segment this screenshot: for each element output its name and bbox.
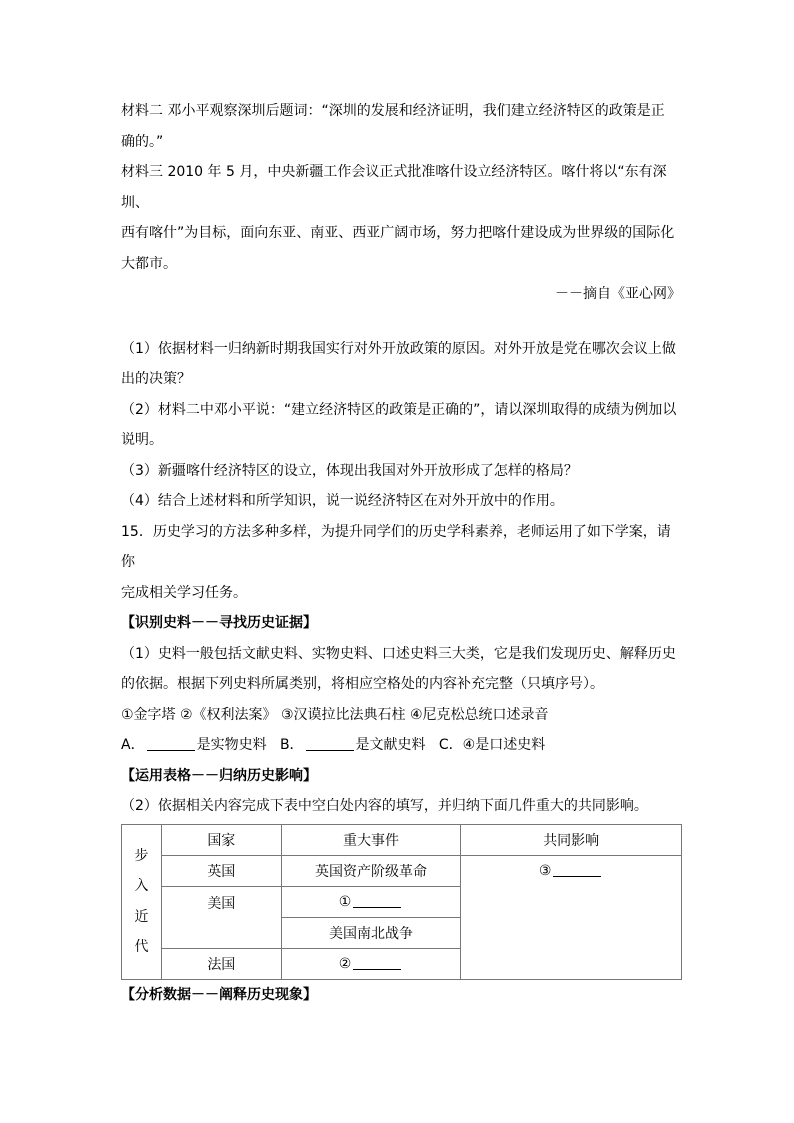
question4: （4）结合上述材料和所学知识，说一说经济特区在对外开放中的作用。 <box>121 493 564 509</box>
question3: （3）新疆喀什经济特区的设立，体现出我国对外开放形成了怎样的格局？ <box>121 462 578 479</box>
question2-line2: 说明。 <box>121 432 163 448</box>
material2-line2: 确的。” <box>121 133 164 150</box>
impact-cell: ③ <box>461 855 682 979</box>
country-france: 法国 <box>161 948 281 979</box>
country-uk: 英国 <box>161 855 281 886</box>
question2-line1: （2）材料二中邓小平说：“建立经济特区的政策是正确的”，请以深圳取得的成绩为例加以 <box>121 401 677 418</box>
event-uk: 英国资产阶级革命 <box>281 855 461 886</box>
question15-line2: 完成相关学习任务。 <box>121 584 247 601</box>
header-event: 重大事件 <box>281 824 461 855</box>
section-heading-table: 【运用表格－－归纳历史影响】 <box>121 767 317 784</box>
material3-line1: 材料三 2010 年 5 月，中央新疆工作会议正式批准喀什设立经济特区。喀什将以“东有深圳、 <box>121 164 667 211</box>
task1-line2: 的依据。根据下列史料所属类别，将相应空格处的内容补充完整（只填序号）。 <box>121 676 604 692</box>
history-table <box>121 824 682 980</box>
event-us-1: ① <box>281 886 461 917</box>
material3-line2: 西有喀什”为目标，面向东亚、南亚、西亚广阔市场，努力把喀什建设成为世界级的国际化 <box>121 225 675 241</box>
header-country: 国家 <box>161 824 281 855</box>
event-france: ② <box>281 948 461 979</box>
answer-a-prefix: A． <box>121 737 145 753</box>
section-heading-data: 【分析数据－－阐释历史现象】 <box>121 986 317 1003</box>
task1-line1: （1）史料一般包括文献史料、实物史料、口述史料三大类，它是我们发现历史、解释历史 <box>121 645 676 662</box>
answer-b-prefix: B． <box>279 737 304 753</box>
event-france-blank[interactable] <box>353 955 401 970</box>
section-heading-identify: 【识别史料－－寻找历史证据】 <box>121 615 317 631</box>
material2-line1: 材料二 邓小平观察深圳后题词：“深圳的发展和经济证明，我们建立经济特区的政策是正 <box>121 103 665 119</box>
country-us: 美国 <box>161 886 281 948</box>
document-page <box>121 96 681 1010</box>
source-citation: －－摘自《亚心网》 <box>555 286 681 302</box>
header-impact: 共同影响 <box>461 824 682 855</box>
event-us-1-blank[interactable] <box>353 893 401 908</box>
answer-b-blank[interactable] <box>306 736 354 751</box>
answer-c: C．④是口述史料 <box>438 737 546 753</box>
task2: （2）依据相关内容完成下表中空白处内容的填写，并归纳下面几件重大的共同影响。 <box>121 798 648 814</box>
answer-a-suffix: 是实物史料 <box>196 737 267 753</box>
question1-line1: （1）依据材料一归纳新时期我国实行对外开放政策的原因。对外开放是党在哪次会议上做 <box>121 340 676 357</box>
material3-line3: 大都市。 <box>121 255 177 272</box>
event-us-2: 美国南北战争 <box>281 917 461 948</box>
answer-a-blank[interactable] <box>147 736 195 751</box>
answer-line <box>121 730 681 761</box>
question1-line2: 出的决策？ <box>121 371 191 387</box>
question15-line1: 15．历史学习的方法多种多样，为提升同学们的历史学科素养，老师运用了如下学案，请你 <box>121 523 671 570</box>
stage-label: 步 入 近 代 <box>122 824 162 979</box>
source-items: ①金字塔 ②《权利法案》 ③汉谟拉比法典石柱 ④尼克松总统口述录音 <box>121 706 549 723</box>
impact-blank[interactable] <box>553 862 601 877</box>
answer-b-suffix: 是文献史料 <box>355 737 426 753</box>
